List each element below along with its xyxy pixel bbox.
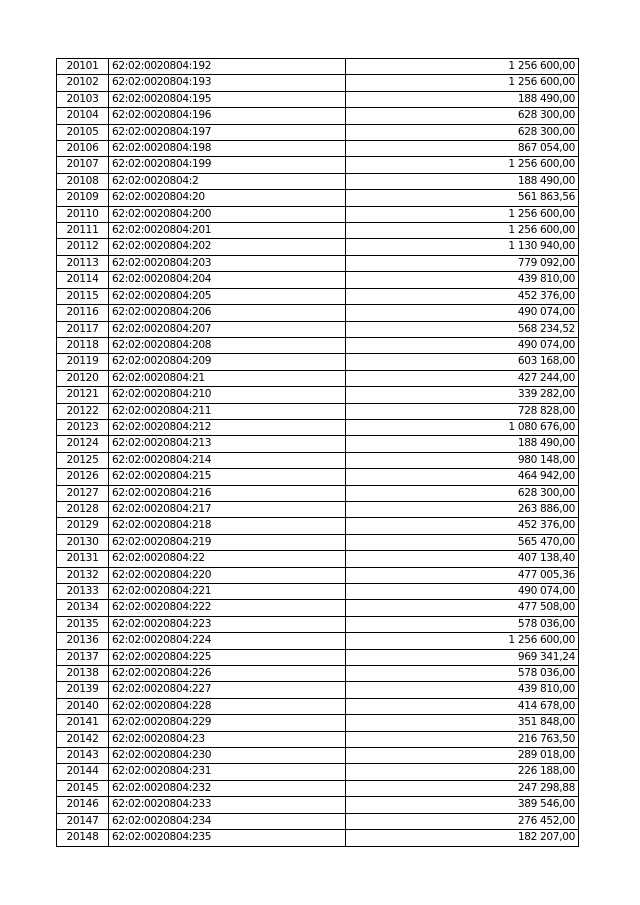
table-row <box>57 534 579 550</box>
cadastral-number-cell: 62:02:0020804:220 <box>109 567 346 583</box>
row-number-cell: 20133 <box>57 584 109 600</box>
cadastral-number-cell: 62:02:0020804:22 <box>109 551 346 567</box>
cadastral-number-cell: 62:02:0020804:23 <box>109 731 346 747</box>
row-number-cell: 20142 <box>57 731 109 747</box>
cadastral-value-cell: 216 763,50 <box>346 731 579 747</box>
table-row <box>57 682 579 698</box>
cadastral-number-cell: 62:02:0020804:2 <box>109 173 346 189</box>
row-number-cell: 20136 <box>57 633 109 649</box>
row-number-cell: 20111 <box>57 223 109 239</box>
table-row <box>57 649 579 665</box>
table-body <box>57 59 579 847</box>
cadastral-number-cell: 62:02:0020804:223 <box>109 616 346 632</box>
cadastral-value-cell: 490 074,00 <box>346 337 579 353</box>
cadastral-value-cell: 867 054,00 <box>346 141 579 157</box>
cadastral-value-cell: 578 036,00 <box>346 616 579 632</box>
row-number-cell: 20122 <box>57 403 109 419</box>
table-row <box>57 190 579 206</box>
cadastral-value-cell: 1 256 600,00 <box>346 59 579 75</box>
cadastral-value-cell: 407 138,40 <box>346 551 579 567</box>
cadastral-number-cell: 62:02:0020804:218 <box>109 518 346 534</box>
table-row <box>57 813 579 829</box>
table-row <box>57 354 579 370</box>
row-number-cell: 20116 <box>57 305 109 321</box>
table-row <box>57 616 579 632</box>
table-row <box>57 288 579 304</box>
table-row <box>57 452 579 468</box>
cadastral-value-cell: 628 300,00 <box>346 124 579 140</box>
cadastral-number-cell: 62:02:0020804:225 <box>109 649 346 665</box>
cadastral-value-cell: 276 452,00 <box>346 813 579 829</box>
table-row <box>57 633 579 649</box>
cadastral-value-cell: 779 092,00 <box>346 255 579 271</box>
cadastral-value-cell: 980 148,00 <box>346 452 579 468</box>
cadastral-value-cell: 969 341,24 <box>346 649 579 665</box>
row-number-cell: 20119 <box>57 354 109 370</box>
cadastral-number-cell: 62:02:0020804:216 <box>109 485 346 501</box>
table-row <box>57 748 579 764</box>
cadastral-number-cell: 62:02:0020804:233 <box>109 797 346 813</box>
cadastral-number-cell: 62:02:0020804:219 <box>109 534 346 550</box>
cadastral-value-cell: 182 207,00 <box>346 830 579 846</box>
row-number-cell: 20114 <box>57 272 109 288</box>
table-row <box>57 239 579 255</box>
row-number-cell: 20109 <box>57 190 109 206</box>
cadastral-number-cell: 62:02:0020804:20 <box>109 190 346 206</box>
row-number-cell: 20138 <box>57 666 109 682</box>
cadastral-number-cell: 62:02:0020804:215 <box>109 469 346 485</box>
row-number-cell: 20135 <box>57 616 109 632</box>
table-row <box>57 370 579 386</box>
cadastral-value-cell: 452 376,00 <box>346 518 579 534</box>
cadastral-value-cell: 490 074,00 <box>346 584 579 600</box>
table-row <box>57 305 579 321</box>
row-number-cell: 20123 <box>57 419 109 435</box>
cadastral-value-cell: 427 244,00 <box>346 370 579 386</box>
row-number-cell: 20110 <box>57 206 109 222</box>
cadastral-number-cell: 62:02:0020804:207 <box>109 321 346 337</box>
table-row <box>57 584 579 600</box>
row-number-cell: 20140 <box>57 698 109 714</box>
row-number-cell: 20127 <box>57 485 109 501</box>
table-row <box>57 337 579 353</box>
cadastral-value-cell: 490 074,00 <box>346 305 579 321</box>
row-number-cell: 20102 <box>57 75 109 91</box>
cadastral-value-cell: 477 508,00 <box>346 600 579 616</box>
cadastral-value-cell: 464 942,00 <box>346 469 579 485</box>
row-number-cell: 20147 <box>57 813 109 829</box>
table-row <box>57 469 579 485</box>
cadastral-value-cell: 389 546,00 <box>346 797 579 813</box>
cadastral-value-cell: 578 036,00 <box>346 666 579 682</box>
cadastral-number-cell: 62:02:0020804:227 <box>109 682 346 698</box>
cadastral-value-cell: 439 810,00 <box>346 682 579 698</box>
row-number-cell: 20144 <box>57 764 109 780</box>
cadastral-number-cell: 62:02:0020804:232 <box>109 780 346 796</box>
cadastral-value-cell: 628 300,00 <box>346 485 579 501</box>
table-row <box>57 108 579 124</box>
cadastral-number-cell: 62:02:0020804:21 <box>109 370 346 386</box>
cadastral-number-cell: 62:02:0020804:226 <box>109 666 346 682</box>
cadastral-value-cell: 628 300,00 <box>346 108 579 124</box>
table-row <box>57 387 579 403</box>
row-number-cell: 20124 <box>57 436 109 452</box>
cadastral-number-cell: 62:02:0020804:204 <box>109 272 346 288</box>
cadastral-number-cell: 62:02:0020804:229 <box>109 715 346 731</box>
row-number-cell: 20148 <box>57 830 109 846</box>
row-number-cell: 20117 <box>57 321 109 337</box>
cadastral-number-cell: 62:02:0020804:213 <box>109 436 346 452</box>
cadastral-number-cell: 62:02:0020804:193 <box>109 75 346 91</box>
cadastral-number-cell: 62:02:0020804:196 <box>109 108 346 124</box>
table-row <box>57 419 579 435</box>
cadastral-value-cell: 188 490,00 <box>346 436 579 452</box>
table-row <box>57 666 579 682</box>
row-number-cell: 20105 <box>57 124 109 140</box>
table-row <box>57 321 579 337</box>
table-row <box>57 715 579 731</box>
cadastral-number-cell: 62:02:0020804:224 <box>109 633 346 649</box>
row-number-cell: 20125 <box>57 452 109 468</box>
cadastral-number-cell: 62:02:0020804:221 <box>109 584 346 600</box>
cadastral-number-cell: 62:02:0020804:192 <box>109 59 346 75</box>
cadastral-value-cell: 414 678,00 <box>346 698 579 714</box>
cadastral-number-cell: 62:02:0020804:203 <box>109 255 346 271</box>
row-number-cell: 20107 <box>57 157 109 173</box>
cadastral-number-cell: 62:02:0020804:206 <box>109 305 346 321</box>
row-number-cell: 20108 <box>57 173 109 189</box>
cadastral-number-cell: 62:02:0020804:230 <box>109 748 346 764</box>
cadastral-value-cell: 351 848,00 <box>346 715 579 731</box>
table-row <box>57 567 579 583</box>
cadastral-value-cell: 561 863,56 <box>346 190 579 206</box>
cadastral-number-cell: 62:02:0020804:222 <box>109 600 346 616</box>
table-row <box>57 173 579 189</box>
table-row <box>57 764 579 780</box>
cadastral-value-cell: 289 018,00 <box>346 748 579 764</box>
cadastral-number-cell: 62:02:0020804:231 <box>109 764 346 780</box>
row-number-cell: 20129 <box>57 518 109 534</box>
row-number-cell: 20139 <box>57 682 109 698</box>
cadastral-value-cell: 1 256 600,00 <box>346 75 579 91</box>
table-row <box>57 91 579 107</box>
row-number-cell: 20143 <box>57 748 109 764</box>
cadastral-number-cell: 62:02:0020804:209 <box>109 354 346 370</box>
table-row <box>57 830 579 846</box>
cadastral-value-cell: 263 886,00 <box>346 501 579 517</box>
cadastral-value-cell: 1 080 676,00 <box>346 419 579 435</box>
table-row <box>57 141 579 157</box>
table-row <box>57 600 579 616</box>
row-number-cell: 20113 <box>57 255 109 271</box>
cadastral-value-cell: 728 828,00 <box>346 403 579 419</box>
cadastral-number-cell: 62:02:0020804:199 <box>109 157 346 173</box>
table-row <box>57 436 579 452</box>
cadastral-value-table <box>56 58 579 847</box>
row-number-cell: 20118 <box>57 337 109 353</box>
table-row <box>57 518 579 534</box>
cadastral-number-cell: 62:02:0020804:212 <box>109 419 346 435</box>
cadastral-number-cell: 62:02:0020804:234 <box>109 813 346 829</box>
row-number-cell: 20128 <box>57 501 109 517</box>
cadastral-value-cell: 1 130 940,00 <box>346 239 579 255</box>
cadastral-number-cell: 62:02:0020804:210 <box>109 387 346 403</box>
table-row <box>57 551 579 567</box>
table-row <box>57 698 579 714</box>
row-number-cell: 20132 <box>57 567 109 583</box>
cadastral-value-cell: 1 256 600,00 <box>346 223 579 239</box>
cadastral-value-cell: 1 256 600,00 <box>346 206 579 222</box>
cadastral-number-cell: 62:02:0020804:228 <box>109 698 346 714</box>
row-number-cell: 20146 <box>57 797 109 813</box>
cadastral-number-cell: 62:02:0020804:205 <box>109 288 346 304</box>
row-number-cell: 20101 <box>57 59 109 75</box>
row-number-cell: 20115 <box>57 288 109 304</box>
table-row <box>57 124 579 140</box>
table-row <box>57 403 579 419</box>
table-row <box>57 797 579 813</box>
cadastral-value-cell: 1 256 600,00 <box>346 633 579 649</box>
cadastral-value-cell: 339 282,00 <box>346 387 579 403</box>
cadastral-value-cell: 565 470,00 <box>346 534 579 550</box>
table-row <box>57 206 579 222</box>
cadastral-number-cell: 62:02:0020804:195 <box>109 91 346 107</box>
row-number-cell: 20112 <box>57 239 109 255</box>
cadastral-value-cell: 568 234,52 <box>346 321 579 337</box>
cadastral-value-cell: 1 256 600,00 <box>346 157 579 173</box>
cadastral-number-cell: 62:02:0020804:217 <box>109 501 346 517</box>
table-row <box>57 485 579 501</box>
row-number-cell: 20141 <box>57 715 109 731</box>
cadastral-value-cell: 188 490,00 <box>346 91 579 107</box>
table-row <box>57 272 579 288</box>
row-number-cell: 20130 <box>57 534 109 550</box>
table-row <box>57 780 579 796</box>
cadastral-value-cell: 226 188,00 <box>346 764 579 780</box>
row-number-cell: 20134 <box>57 600 109 616</box>
cadastral-number-cell: 62:02:0020804:200 <box>109 206 346 222</box>
cadastral-value-cell: 603 168,00 <box>346 354 579 370</box>
cadastral-value-cell: 247 298,88 <box>346 780 579 796</box>
cadastral-value-cell: 439 810,00 <box>346 272 579 288</box>
table-row <box>57 501 579 517</box>
table-row <box>57 255 579 271</box>
cadastral-value-cell: 188 490,00 <box>346 173 579 189</box>
table-row <box>57 59 579 75</box>
cadastral-value-cell: 477 005,36 <box>346 567 579 583</box>
row-number-cell: 20106 <box>57 141 109 157</box>
cadastral-number-cell: 62:02:0020804:208 <box>109 337 346 353</box>
row-number-cell: 20137 <box>57 649 109 665</box>
row-number-cell: 20104 <box>57 108 109 124</box>
row-number-cell: 20145 <box>57 780 109 796</box>
cadastral-number-cell: 62:02:0020804:201 <box>109 223 346 239</box>
cadastral-number-cell: 62:02:0020804:235 <box>109 830 346 846</box>
row-number-cell: 20126 <box>57 469 109 485</box>
cadastral-number-cell: 62:02:0020804:214 <box>109 452 346 468</box>
cadastral-number-cell: 62:02:0020804:198 <box>109 141 346 157</box>
row-number-cell: 20103 <box>57 91 109 107</box>
cadastral-value-cell: 452 376,00 <box>346 288 579 304</box>
table-row <box>57 731 579 747</box>
row-number-cell: 20121 <box>57 387 109 403</box>
table-row <box>57 157 579 173</box>
row-number-cell: 20120 <box>57 370 109 386</box>
table-row <box>57 223 579 239</box>
cadastral-number-cell: 62:02:0020804:202 <box>109 239 346 255</box>
table-row <box>57 75 579 91</box>
cadastral-number-cell: 62:02:0020804:197 <box>109 124 346 140</box>
row-number-cell: 20131 <box>57 551 109 567</box>
cadastral-number-cell: 62:02:0020804:211 <box>109 403 346 419</box>
